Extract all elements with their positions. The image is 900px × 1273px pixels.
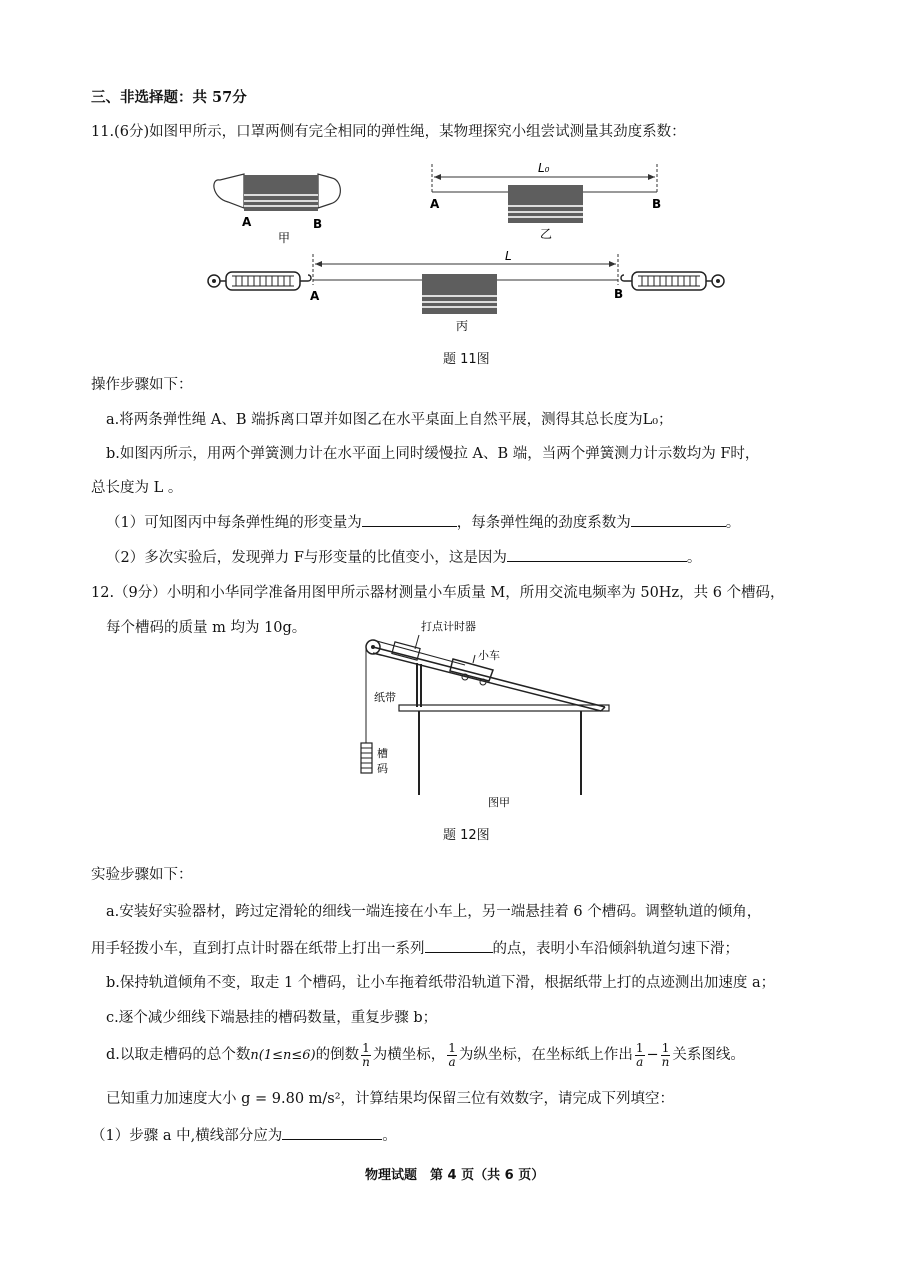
q12-caption: 题 12图 [443,828,490,843]
q11-step-a: a.将两条弹性绳 A、B 端拆离口罩并如图乙在水平桌面上自然平展，测得其总长度为L₀； [106,412,673,428]
spring-scale-left [208,272,311,290]
label-jia: 甲 [278,231,291,245]
label-cart: 小车 [478,649,500,662]
q11-sub2-text-b: 。 [686,550,702,566]
q11-sub2-blank[interactable] [507,547,687,562]
q11-steps-title: 操作步骤如下： [91,377,193,393]
q12-sub1-text-b: 。 [382,1128,397,1144]
q12-step-d-text-4: 为纵坐标，在坐标纸上作出 [458,1047,633,1063]
q11-step-b-1: b.如图丙所示，用两个弹簧测力计在水平面上同时缓慢拉 A、B 端，当两个弹簧测力计示数均为 F时， [106,446,760,462]
q11-sub1-text-c: 。 [725,515,741,531]
frac-1-over-n-2: $\frac{1}{n}$ [661,1040,670,1069]
label-jia-A: A [242,215,252,229]
q12-step-d-text-5: 关系图线。 [672,1047,745,1063]
q12-sub1 [91,1125,397,1146]
q12-step-d-text-1: d.以取走槽码的总个数 [106,1047,251,1063]
q11-stem: 11.(6分)如图甲所示，口罩两侧有完全相同的弹性绳，某物理探究小组尝试测量其劲度系数： [91,124,686,140]
label-bing-B: B [614,287,624,301]
label-yi-A: A [430,197,440,211]
page-footer: 物理试题 第 4 页（共 6 页） [365,1168,545,1183]
label-yi: 乙 [540,227,553,241]
q12-steps-title: 实验步骤如下： [91,867,193,883]
frac-1-over-a: $\frac{1}{a}$ [448,1040,456,1069]
frac-1-over-n: $\frac{1}{n}$ [362,1040,370,1069]
q12-step-d-n: n(1≤n≤6) [250,1048,316,1063]
q11-sub1-text-b: ，每条弹性绳的劲度系数为 [456,515,631,531]
label-L: L [505,249,512,263]
label-tape: 纸带 [374,691,396,704]
q11-sub2 [106,547,701,568]
minus-sign: − [646,1047,659,1063]
q12-step-b: b.保持轨道倾角不变，取走 1 个槽码，让小车拖着纸带沿轨道下滑，根据纸带上打的点迹测出加速度 a； [106,975,776,991]
q11-figure [200,150,730,340]
q12-step-d [106,1040,745,1071]
q12-stem-2: 每个槽码的质量 m 均为 10g。 [106,620,307,636]
q12-step-c: c.逐个减少细线下端悬挂的槽码数量，重复步骤 b； [106,1010,438,1026]
spring-scale-right [621,272,724,290]
section-title: 三、非选择题：共 57分 [91,89,247,106]
label-L0: L₀ [538,161,550,175]
q11-caption: 题 11图 [443,352,490,367]
label-weights-1: 槽 [377,747,388,760]
q12-stem-1: 12.（9分）小明和小华同学准备用图甲所示器材测量小车质量 M，所用交流电频率为 50Hz，共 6 个槽码， [91,585,785,601]
q11-sub2-text-a: （2）多次实验后，发现弹力 F与形变量的比值变小，这是因为 [106,550,507,566]
q12-step-d-text-3: 为横坐标， [372,1047,446,1063]
label-bing-A: A [310,289,320,303]
q12-sub1-blank[interactable] [282,1125,382,1140]
hanging-weights [361,743,372,773]
label-yi-B: B [652,197,662,211]
q12-step-a-2 [91,938,739,959]
q12-sub1-text-a: （1）步骤 a 中,横线部分应为 [91,1128,283,1144]
label-bing: 丙 [456,319,469,333]
timer [392,635,420,660]
pulley [366,640,380,654]
frac-1-over-a-2: $\frac{1}{a}$ [635,1040,644,1069]
label-fig-jia: 图甲 [488,796,510,809]
q12-given: 已知重力加速度大小 g = 9.80 m/s²，计算结果均保留三位有效数字，请完成下列填空： [106,1091,675,1107]
q12-step-a-text-b: 的点，表明小车沿倾斜轨道匀速下滑； [492,941,739,957]
mask-jia-diagram [214,174,340,211]
table [399,705,609,795]
q11-sub1-blank-2[interactable] [631,512,726,527]
q12-figure [355,615,615,815]
q11-step-b-2: 总长度为 L 。 [91,480,183,496]
q11-sub1 [106,512,740,533]
q12-step-a-text-a: 用手轻拨小车，直到打点计时器在纸带上打出一系列 [91,941,425,957]
q12-step-a-1: a.安装好实验器材，跨过定滑轮的细线一端连接在小车上，另一端悬挂着 6 个槽码。调整轨道的倾角， [106,904,762,920]
q12-step-a-blank[interactable] [425,938,493,953]
label-weights-2: 码 [377,762,388,775]
label-jia-B: B [313,217,323,231]
label-timer: 打点计时器 [421,620,476,633]
q12-step-d-text-2: 的倒数 [315,1047,360,1063]
q11-sub1-blank-1[interactable] [362,512,457,527]
q11-sub1-text-a: （1）可知图丙中每条弹性绳的形变量为 [106,515,362,531]
